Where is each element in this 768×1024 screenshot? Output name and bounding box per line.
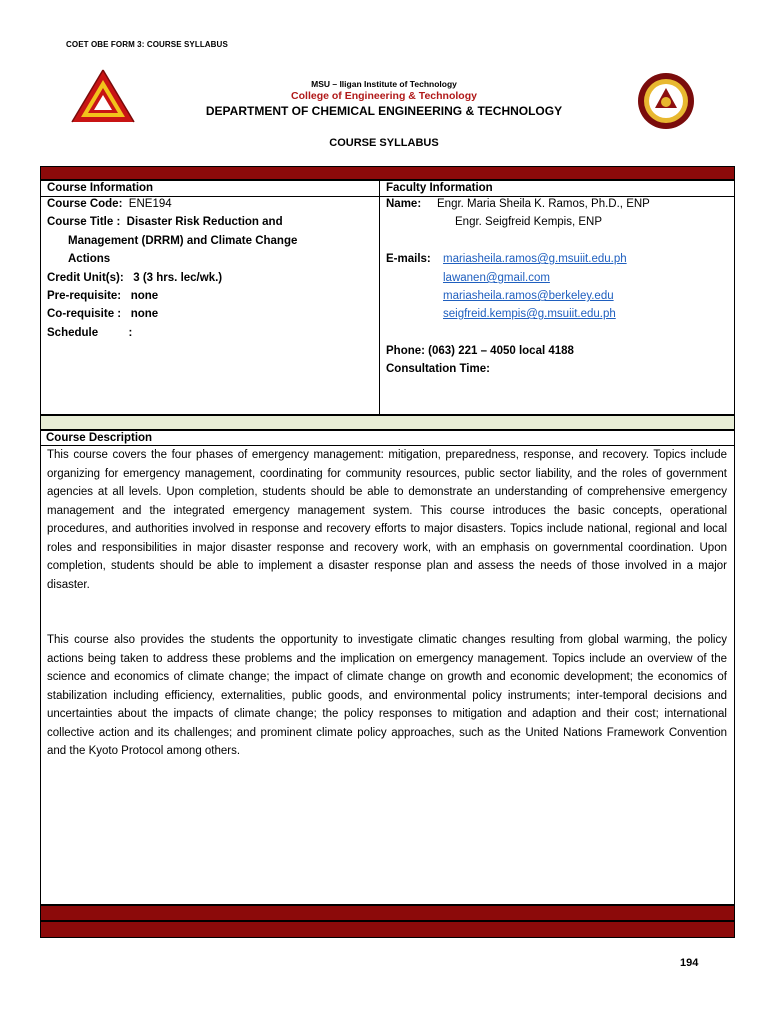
email-link-2[interactable]: lawanen@gmail.com [443, 272, 550, 284]
email-link-1[interactable]: mariasheila.ramos@g.msuiit.edu.ph [443, 253, 627, 265]
credit-units-label: Credit Unit(s): [47, 272, 124, 284]
page-number: 194 [680, 957, 699, 969]
college-name: College of Engineering & Technology [291, 90, 477, 102]
document-title: COURSE SYLLABUS [329, 137, 439, 149]
prerequisite-value: none [130, 290, 159, 302]
course-title-line3: Actions [68, 253, 111, 265]
course-title-line2: Management (DRRM) and Climate Change [68, 235, 298, 247]
top-maroon-bar [40, 166, 735, 180]
schedule-label: Schedule [47, 327, 99, 339]
email-link-3[interactable]: mariasheila.ramos@berkeley.edu [443, 290, 614, 302]
section-separator-band [40, 415, 735, 430]
consultation-time: Consultation Time: [386, 363, 490, 375]
emails-label: E-mails: [386, 253, 431, 265]
course-description-heading: Course Description [40, 430, 735, 446]
course-code-label: Course Code: [47, 198, 123, 210]
course-information-heading: Course Information [41, 181, 379, 197]
credit-units-row [47, 270, 222, 286]
schedule-colon: : [128, 327, 133, 339]
corequisite-row [47, 306, 158, 322]
course-code-value: ENE194 [128, 198, 172, 210]
credit-units-value: 3 (3 hrs. lec/wk.) [133, 272, 223, 284]
faculty-name-2: Engr. Seigfreid Kempis, ENP [455, 216, 603, 228]
bottom-maroon-bar-1 [40, 905, 735, 921]
faculty-name-row [386, 196, 421, 212]
corequisite-value: none [130, 308, 159, 320]
faculty-information-panel [379, 180, 735, 415]
course-information-panel [40, 180, 380, 415]
email-link-4[interactable]: seigfreid.kempis@g.msuiit.edu.ph [443, 308, 616, 320]
form-label: COET OBE FORM 3: COURSE SYLLABUS [66, 40, 228, 49]
phone-number: Phone: (063) 221 – 4050 local 4188 [386, 345, 574, 357]
course-title-row [47, 214, 283, 230]
schedule-row [47, 325, 132, 341]
course-code-row [47, 196, 172, 212]
description-paragraph-1: This course covers the four phases of emergency management: mitigation, preparedness, response, and recovery. Topics include organizing for emergency management, coordinating for community resources, public sector liability, and the roles of government agencies at all levels. Upon completion, students should be able to demonstrate an understanding of comprehensive emergency management and the integrated emergency management system. This course introduces the basic concepts, operational procedures, and authorities involved in response and recovery efforts to major disasters. Topics include national, regional and local roles and responsibilities in major disaster response and recovery work, with an emphasis on governmental coordination. Upon completion, students should be able to implement a disaster response plan and assess the needs of those involved in a major disaster. [47, 449, 727, 591]
prerequisite-row [47, 288, 158, 304]
course-title-line1: Disaster Risk Reduction and [126, 216, 283, 228]
faculty-information-heading: Faculty Information [380, 181, 734, 197]
faculty-name-label: Name: [386, 198, 422, 210]
faculty-name-1: Engr. Maria Sheila K. Ramos, Ph.D., ENP [437, 198, 650, 210]
department-name: DEPARTMENT OF CHEMICAL ENGINEERING & TECHNOLOGY [205, 104, 563, 118]
bottom-maroon-bar-2 [40, 921, 735, 938]
course-title-label: Course Title : [47, 216, 121, 228]
corequisite-label: Co-requisite : [47, 308, 122, 320]
prerequisite-label: Pre-requisite: [47, 290, 122, 302]
institute-name: MSU – Iligan Institute of Technology [311, 79, 457, 89]
description-paragraph-2: This course also provides the students the opportunity to investigate climatic changes resulting from global warming, the policy actions being taken to address these problems and the implication on emergency management. Topics include an overview of the science and economics of climate change; the impact of climate change on growth and economic development; the economics of stabilization including efficiency, externalities, public goods, and environmental policy instruments; inter-temporal decisions and uncertainties about the impacts of climate change; the policy responses to mitigation and adaption and their cost; international collective action and its challenges; and prominent climate policy approaches, such as the United Nations Framework Convention and the Kyoto Protocol among others. [47, 634, 727, 757]
